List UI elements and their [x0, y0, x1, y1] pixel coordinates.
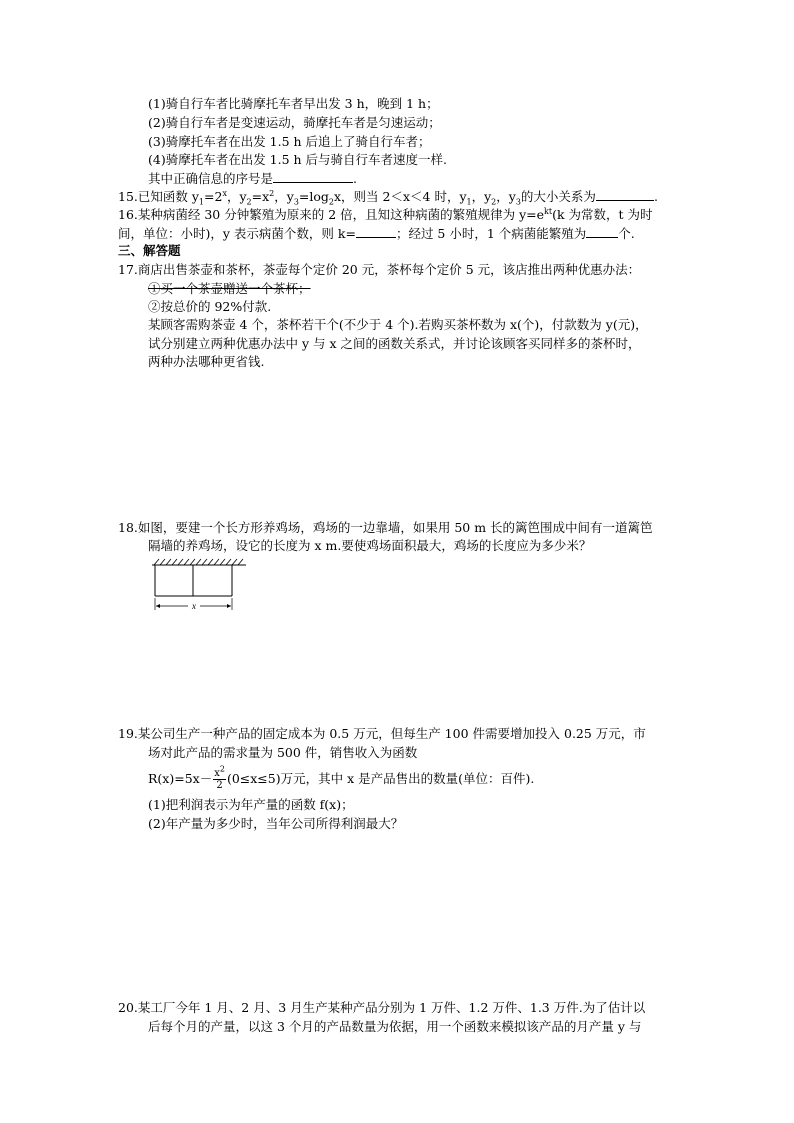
q16-text: ；经过 5 小时，1 个病菌能繁殖为: [395, 226, 587, 241]
q15-sub: 2: [328, 197, 334, 207]
q15-answer-blank[interactable]: [596, 188, 654, 201]
figure-length-label: x: [192, 601, 196, 611]
q19-line2: 场对此产品的需求量为 500 件，销售收入为函数: [148, 745, 418, 760]
q15-sub: 3: [293, 197, 299, 207]
q15-text: ，y: [471, 189, 492, 204]
q14-answer-prefix: 其中正确信息的序号是: [148, 171, 274, 186]
q20-line1: 20.某工厂今年 1 月、2 月、3 月生产某种产品分别为 1 万件、1.2 万件、1.3 万件.为了估计以: [118, 1000, 646, 1015]
q15-sub: 1: [466, 197, 472, 207]
q15-text: x，则当 2＜x＜4 时，y: [334, 189, 467, 204]
q17-line5: 试分别建立两种优惠办法中 y 与 x 之间的函数关系式，并讨论该顾客买同样多的茶杯时，: [148, 336, 641, 351]
q16-line2: [118, 225, 635, 242]
q19-line1: 19.某公司生产一种产品的固定成本为 0.5 万元，但每生产 100 件需要增加投入 0.25 万元，市: [118, 726, 646, 741]
q15-sub: 2: [246, 197, 252, 207]
q14-answer-blank[interactable]: [273, 170, 353, 183]
chicken-farm-figure: [150, 558, 250, 618]
q18-line2: 隔墙的养鸡场，设它的长度为 x m.要使鸡场面积最大，鸡场的长度应为多少米？: [148, 538, 592, 553]
q19-fraction-denominator: 2: [216, 780, 223, 791]
q14-line2: (2)骑自行车者是变速运动，骑摩托车者是匀速运动；: [148, 115, 441, 130]
q15-text: 15.已知函数 y: [118, 189, 199, 204]
q16-blank-k[interactable]: [356, 225, 396, 238]
q19-numerator-var: x: [214, 768, 220, 779]
q18-line1: 18.如图，要建一个长方形养鸡场，鸡场的一边靠墙，如果用 50 m 长的篱笆围成中间有一道篱笆: [118, 520, 653, 535]
q15-text: =2: [204, 189, 223, 204]
wall-hatching: [152, 559, 246, 565]
q19-fraction: [213, 764, 226, 791]
q19-line5: (2)年产量为多少时，当年公司所得利润最大？: [148, 816, 404, 831]
q15-text: 的大小关系为: [520, 189, 596, 204]
q17-line2: ①买一个茶壶赠送一个茶杯；: [148, 281, 311, 296]
q19-numerator-exp: 2: [219, 764, 225, 774]
q17-line3: ②按总价的 92%付款.: [148, 299, 272, 314]
q15-text: .: [653, 189, 658, 204]
q16-blank-count[interactable]: [586, 225, 618, 238]
q16-text: 个.: [618, 226, 635, 241]
q15-text: ，y: [226, 189, 247, 204]
section-heading: 三、解答题: [118, 243, 181, 258]
q17-line6: 两种办法哪种更省钱.: [148, 354, 265, 369]
q14-line4: (4)骑摩托车者在出发 1.5 h 后与骑自行车者速度一样.: [148, 152, 448, 167]
q15-sub: 2: [491, 197, 497, 207]
q15-text: =x: [251, 189, 270, 204]
q15-sub: 1: [198, 197, 205, 207]
q19-line4: (1)把利润表示为年产量的函数 f(x)；: [148, 797, 354, 812]
q14-answer-line: [148, 170, 357, 187]
q14-line1: (1)骑自行车者比骑摩托车者早出发 3 h，晚到 1 h；: [148, 96, 439, 111]
q16-text: 16.某种病菌经 30 分钟繁殖为原来的 2 倍，且知这种病菌的繁殖规律为 y=e: [118, 207, 545, 222]
q15-line: [118, 188, 658, 205]
q15-sup: x: [222, 188, 227, 198]
q15-text: ，y: [274, 189, 294, 204]
q19-fraction-numerator: [213, 764, 226, 780]
q19-formula-text: (0≤x≤5)万元，其中 x 是产品售出的数量(单位：百件).: [226, 771, 535, 786]
q15-sub: 3: [515, 197, 521, 207]
q17-line4: 某顾客需购茶壶 4 个，茶杯若干个(不少于 4 个).若购买茶杯数为 x(个)，付款数为 y(元)，: [148, 317, 648, 332]
q14-line3: (3)骑摩托车者在出发 1.5 h 后追上了骑自行车者；: [148, 134, 431, 149]
q16-line1: [118, 207, 653, 223]
q19-formula-line: [148, 764, 535, 791]
q16-sup: kt: [544, 206, 553, 216]
q16-text: 间，单位：小时)，y 表示病菌个数，则 k=: [118, 226, 356, 241]
q19-formula-text: R(x)=5x－: [148, 771, 213, 786]
q14-answer-suffix: .: [353, 171, 357, 186]
fence-outline: [155, 565, 232, 596]
q20-line2: 后每个月的产量，以这 3 个月的产品数量为依据，用一个函数来模拟该产品的月产量 y 与: [148, 1019, 642, 1034]
q15-text: ，y: [496, 189, 516, 204]
q17-line1: 17.商店出售茶壶和茶杯，茶壶每个定价 20 元，茶杯每个定价 5 元，该店推出两种优惠办法：: [118, 262, 641, 277]
q16-text: (k 为常数，t 为时: [552, 207, 653, 222]
q15-text: =log: [298, 189, 329, 204]
q15-sup: 2: [269, 188, 275, 198]
